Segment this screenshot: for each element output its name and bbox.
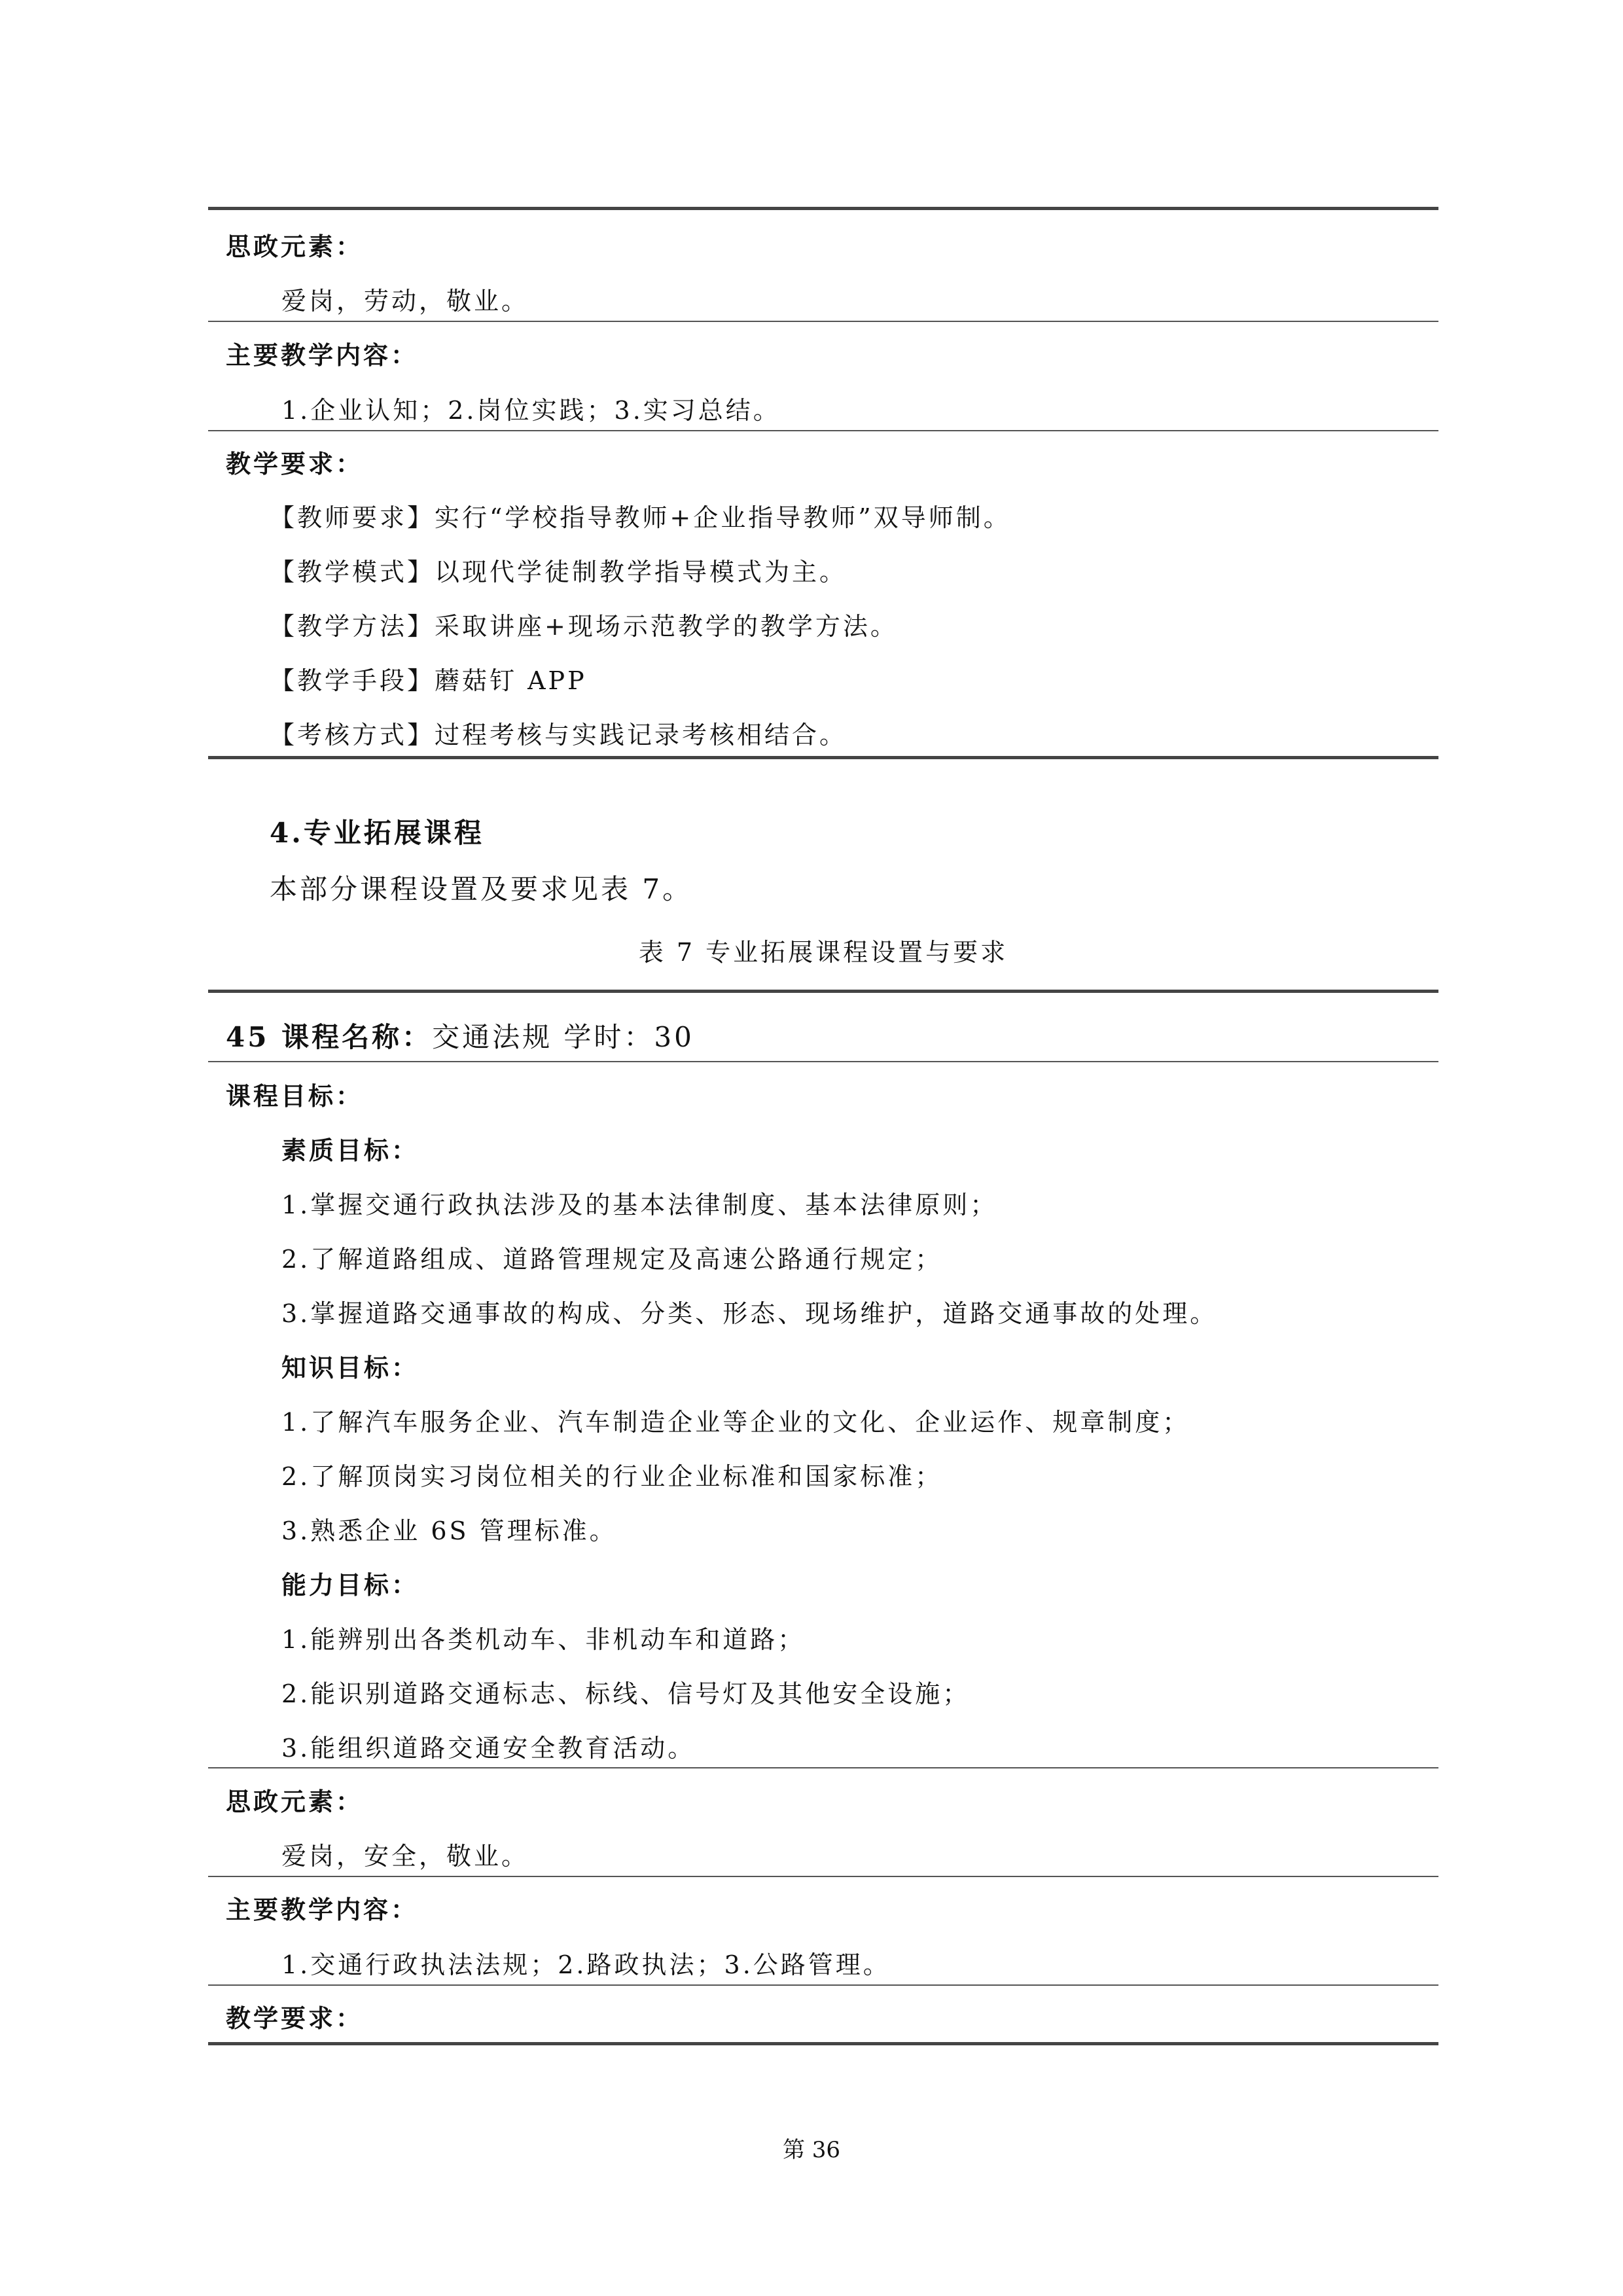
- sizheng-text: 爱岗，安全，敬业。: [281, 1842, 529, 1871]
- goal-item: 3.能组织道路交通安全教育活动。: [281, 1734, 696, 1763]
- row-divider: [208, 1767, 1438, 1768]
- requirements-label: 教学要求：: [226, 449, 364, 478]
- table-top-rule: [208, 207, 1438, 210]
- goal-item: 3.熟悉企业 6S 管理标准。: [281, 1516, 617, 1545]
- row-divider: [208, 1876, 1438, 1877]
- course-name-label: 45 课程名称：: [226, 1021, 433, 1053]
- row-divider: [208, 430, 1438, 431]
- requirement-item: 【教学模式】以现代学徒制教学指导模式为主。: [270, 558, 847, 586]
- sizheng-label: 思政元素：: [226, 1787, 364, 1816]
- requirement-item: 【教学手段】蘑菇钉 APP: [270, 666, 587, 695]
- goal-item: 2.了解道路组成、道路管理规定及高速公路通行规定；: [281, 1245, 943, 1274]
- row-divider: [208, 1061, 1438, 1062]
- goal-item: 1.能辨别出各类机动车、非机动车和道路；: [281, 1625, 806, 1654]
- goal-item: 3.掌握道路交通事故的构成、分类、形态、现场维护，道路交通事故的处理。: [281, 1299, 1218, 1328]
- goal-item: 1.了解汽车服务企业、汽车制造企业等企业的文化、企业运作、规章制度；: [281, 1408, 1190, 1437]
- knowledge-goals-label: 知识目标：: [281, 1353, 419, 1382]
- requirement-item: 【考核方式】过程考核与实践记录考核相结合。: [270, 721, 847, 749]
- requirement-item: 【教师要求】实行“学校指导教师+企业指导教师”双导师制。: [270, 503, 1011, 532]
- content-text: 1.交通行政执法法规；2.路政执法；3.公路管理。: [281, 1950, 891, 1979]
- goals-label: 课程目标：: [226, 1081, 364, 1111]
- row-divider: [208, 1984, 1438, 1986]
- requirement-item: 【教学方法】采取讲座+现场示范教学的教学方法。: [270, 612, 898, 641]
- requirements-label: 教学要求：: [226, 2003, 364, 2033]
- course-name-row: [226, 1021, 694, 1054]
- table-caption: 表 7 专业拓展课程设置与要求: [638, 938, 1008, 967]
- quality-goals-label: 素质目标：: [281, 1136, 419, 1165]
- sizheng-text: 爱岗，劳动，敬业。: [281, 287, 529, 315]
- row-divider: [208, 321, 1438, 322]
- section-intro: 本部分课程设置及要求见表 7。: [270, 873, 693, 905]
- table-top-rule: [208, 990, 1438, 993]
- sizheng-label: 思政元素：: [226, 232, 364, 261]
- goal-item: 2.能识别道路交通标志、标线、信号灯及其他安全设施；: [281, 1679, 971, 1708]
- content-text: 1.企业认知；2.岗位实践；3.实习总结。: [281, 396, 781, 425]
- table-bottom-rule: [208, 756, 1438, 759]
- content-label: 主要教学内容：: [226, 340, 419, 370]
- goal-item: 1.掌握交通行政执法涉及的基本法律制度、基本法律原则；: [281, 1191, 998, 1219]
- course-name-value: 交通法规 学时：30: [432, 1021, 694, 1053]
- content-label: 主要教学内容：: [226, 1895, 419, 1924]
- page-number: 第 36: [782, 2137, 841, 2163]
- goal-item: 2.了解顶岗实习岗位相关的行业企业标准和国家标准；: [281, 1462, 943, 1491]
- ability-goals-label: 能力目标：: [281, 1570, 419, 1600]
- table-bottom-rule: [208, 2042, 1438, 2045]
- section-heading: 4.专业拓展课程: [270, 817, 484, 849]
